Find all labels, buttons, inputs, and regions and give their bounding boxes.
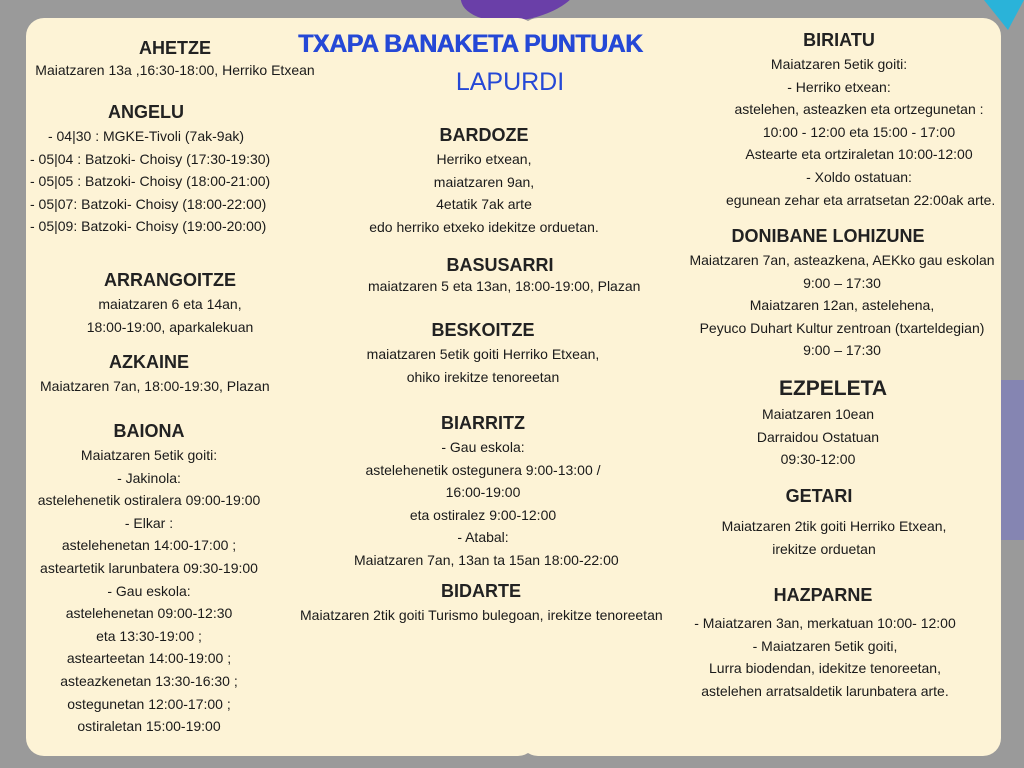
- place-line: eta 13:30-19:00 ;: [96, 627, 202, 644]
- place-hazparne: [680, 585, 970, 702]
- place-name: BIRIATU: [803, 30, 875, 50]
- place-line: Lurra biodendan, idekitze tenoreetan,: [709, 660, 941, 677]
- place-line: 9:00 – 17:30: [803, 274, 881, 291]
- place-line: 09:30-12:00: [780, 451, 856, 468]
- place-name: AHETZE: [139, 38, 211, 58]
- place-ahetze: [30, 38, 320, 82]
- place-basusarri: [368, 255, 641, 298]
- place-angelu: [30, 102, 271, 238]
- place-line: 9:00 – 17:30: [803, 342, 881, 359]
- place-name: BIDARTE: [441, 581, 521, 601]
- place-getari: [710, 486, 958, 560]
- place-name: HAZPARNE: [773, 585, 873, 605]
- place-line: - Herriko etxean:: [787, 78, 891, 95]
- place-line: Maiatzaren 12an, astelehena,: [749, 297, 935, 314]
- place-line: astelehenetik ostegunera 9:00-13:00 /: [365, 461, 601, 478]
- place-line: Peyuco Duhart Kultur zentroan (txarteldegian): [699, 319, 985, 336]
- place-line: ohiko irekitze tenoreetan: [406, 368, 560, 385]
- place-azkaine: [40, 352, 270, 398]
- place-line: astelehenetan 14:00-17:00 ;: [61, 537, 237, 554]
- place-line: edo herriko etxeko idekitze orduetan.: [369, 218, 599, 235]
- place-baiona: [36, 421, 262, 738]
- place-line: - Maiatzaren 5etik goiti,: [752, 637, 898, 654]
- place-line: astearteetan 14:00-19:00 ;: [66, 650, 232, 667]
- place-line: astelehen arratsaldetik larunbatera arte.: [701, 682, 949, 699]
- place-line: maiatzaren 5 eta 13an, 18:00-19:00, Plazan: [368, 278, 641, 294]
- place-line: Astearte eta ortziraletan 10:00-12:00: [745, 146, 973, 163]
- place-line: Maiatzaren 10ean: [761, 406, 875, 422]
- place-line: Maiatzaren 2tik goiti Herriko Etxean,: [721, 518, 947, 534]
- place-line: Maiatzaren 2tik goiti Turismo bulegoan, irekitze tenoreetan: [300, 607, 663, 623]
- place-line: Maiatzaren 5etik goiti:: [80, 447, 218, 463]
- place-line: - 05|07: Batzoki- Choisy (18:00-22:00): [30, 195, 267, 212]
- place-biriatu: [726, 30, 996, 211]
- place-line: Maiatzaren 7an, asteazkena, AEKko gau eskolan: [689, 252, 995, 268]
- place-line: Maiatzaren 7an, 13an ta 15an 18:00-22:00: [354, 551, 619, 568]
- place-line: asteartetik larunbatera 09:30-19:00: [40, 559, 258, 576]
- page-title: TXAPA BANAKETA PUNTUAK: [298, 30, 643, 58]
- place-line: Maiatzaren 13a ,16:30-18:00, Herriko Etxean: [35, 62, 315, 78]
- place-name: EZPELETA: [778, 377, 888, 400]
- place-line: - Jakinola:: [117, 469, 181, 486]
- place-line: 4etatik 7ak arte: [436, 196, 532, 213]
- place-line: eta ostiralez 9:00-12:00: [409, 506, 557, 523]
- place-line: 10:00 - 12:00 eta 15:00 - 17:00: [762, 123, 956, 140]
- place-name: BIARRITZ: [441, 413, 525, 433]
- place-line: Darraidou Ostatuan: [756, 428, 880, 445]
- place-bardoze: [366, 125, 602, 238]
- place-line: irekitze orduetan: [772, 540, 876, 557]
- place-line: - 04|30 : MGKE-Tivoli (7ak-9ak): [47, 128, 245, 144]
- place-line: ostiraletan 15:00-19:00: [77, 718, 221, 735]
- place-name: GETARI: [785, 486, 853, 506]
- place-name: ANGELU: [108, 102, 184, 122]
- place-line: - Maiatzaren 3an, merkatuan 10:00- 12:00: [694, 615, 956, 631]
- place-line: - 05|05 : Batzoki- Choisy (18:00-21:00): [30, 173, 271, 190]
- place-line: maiatzaren 5etik goiti Herriko Etxean,: [366, 346, 600, 362]
- place-arrangoitze: [60, 270, 280, 338]
- place-line: - Gau eskola:: [107, 582, 191, 599]
- place-line: Maiatzaren 5etik goiti:: [770, 56, 908, 72]
- place-line: Maiatzaren 7an, 18:00-19:30, Plazan: [40, 378, 270, 394]
- place-line: astelehen, asteazken eta ortzegunetan :: [734, 101, 984, 118]
- place-line: - Xoldo ostatuan:: [806, 168, 912, 185]
- place-line: maiatzaren 6 eta 14an,: [98, 296, 242, 312]
- place-name: DONIBANE LOHIZUNE: [731, 226, 925, 246]
- place-line: - Gau eskola:: [441, 439, 525, 455]
- place-beskoitze: [366, 320, 600, 388]
- place-line: ostegunetan 12:00-17:00 ;: [67, 695, 231, 712]
- place-line: - Elkar :: [124, 514, 174, 531]
- place-biarritz: [354, 413, 619, 572]
- place-name: BARDOZE: [439, 125, 529, 145]
- place-line: 18:00-19:00, aparkalekuan: [86, 318, 254, 335]
- place-line: astelehenetan 09:00-12:30: [65, 605, 233, 622]
- page-subtitle: LAPURDI: [455, 68, 565, 96]
- place-line: egunean zehar eta arratsetan 22:00ak arte.: [726, 191, 996, 208]
- place-line: - Atabal:: [457, 529, 509, 546]
- place-donibane-lohizune: [686, 226, 998, 362]
- place-line: maiatzaren 9an,: [433, 173, 535, 190]
- place-ezpeleta: [744, 377, 892, 471]
- place-line: - 05|04 : Batzoki- Choisy (17:30-19:30): [30, 150, 271, 167]
- place-name: BASUSARRI: [446, 255, 554, 275]
- place-bidarte: [300, 581, 662, 627]
- place-line: 16:00-19:00: [445, 484, 521, 501]
- place-line: astelehenetik ostiralera 09:00-19:00: [37, 492, 261, 509]
- place-line: - 05|09: Batzoki- Choisy (19:00-20:00): [30, 218, 267, 235]
- place-name: AZKAINE: [109, 352, 189, 372]
- place-name: BESKOITZE: [431, 320, 535, 340]
- place-line: Herriko etxean,: [436, 151, 532, 167]
- place-name: ARRANGOITZE: [104, 270, 236, 290]
- place-line: asteazkenetan 13:30-16:30 ;: [60, 672, 238, 689]
- decorative-shape: [1000, 380, 1024, 540]
- place-name: BAIONA: [113, 421, 185, 441]
